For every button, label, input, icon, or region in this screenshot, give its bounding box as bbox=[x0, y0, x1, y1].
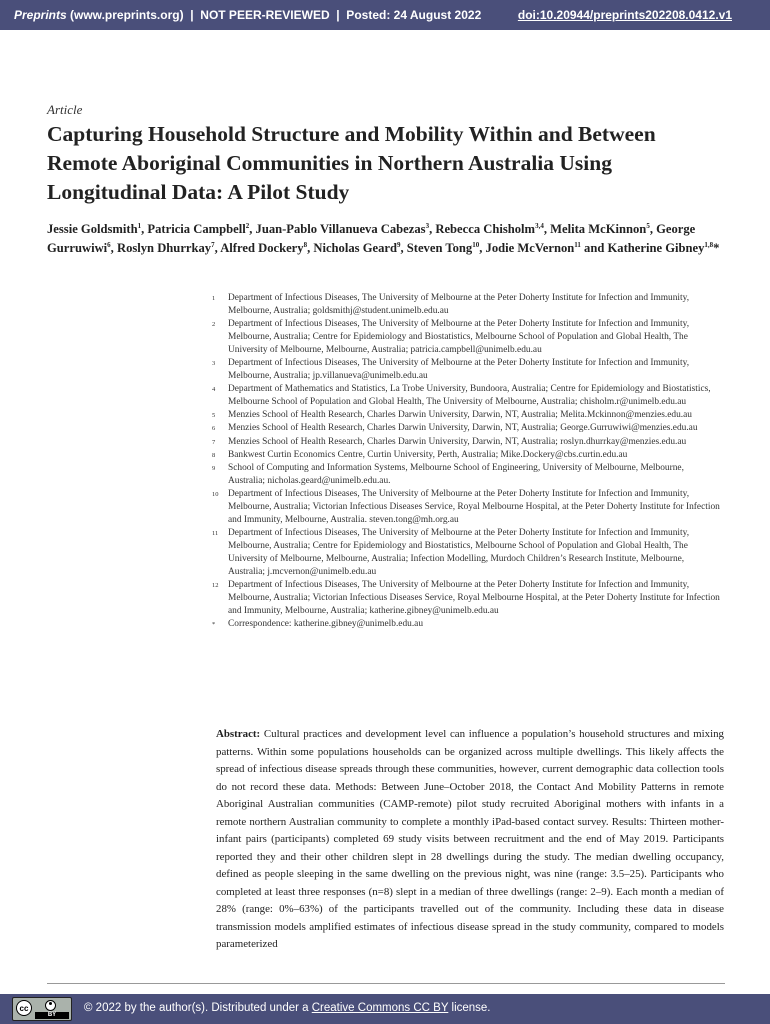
affiliation-text: Menzies School of Health Research, Charles Darwin University, Darwin, NT, Australia; George.Gurruwiwi@menzies.edu.au bbox=[228, 423, 698, 434]
author-affiliation-marker: 7 bbox=[211, 240, 215, 249]
affiliation-number: 12 bbox=[212, 582, 219, 590]
preprints-site: (www.preprints.org) bbox=[66, 8, 184, 22]
author-affiliation-marker: 3 bbox=[425, 221, 430, 230]
affiliation-text: Department of Mathematics and Statistics, La Trobe University, Bundoora, Australia; Centre for Epidemiology and Biostatistics, Melbourne School of Population and Global Health, The University of Melbourne, Australia; chisholm.r@unimelb.edu.au bbox=[228, 384, 711, 408]
affiliation-number: 9 bbox=[212, 464, 216, 472]
affiliation-text: School of Computing and Information Systems, Melbourne School of Engineering, University of Melbourne, Melbourne, Australia; nicholas.geard@unimelb.edu.au. bbox=[228, 462, 684, 486]
author-separator: , bbox=[249, 222, 256, 236]
creative-commons-link[interactable]: Creative Commons CC BY bbox=[311, 1002, 449, 1014]
author-name: Juan-Pablo Villanueva Cabezas bbox=[255, 222, 426, 236]
author-name: Alfred Dockery bbox=[220, 241, 304, 255]
affiliation-text: Menzies School of Health Research, Charles Darwin University, Darwin, NT, Australia; roslyn.dhurrkay@menzies.edu.au bbox=[228, 436, 687, 447]
affiliation-text: Bankwest Curtin Economics Centre, Curtin University, Perth, Australia; Mike.Dockery@cbs.curtin.edu.au bbox=[228, 449, 628, 460]
author-affiliation-marker: 3,4 bbox=[535, 221, 544, 230]
footer-divider bbox=[47, 983, 725, 984]
affiliation-number: 3 bbox=[212, 360, 216, 368]
affiliation-item bbox=[212, 409, 722, 422]
author-affiliation-marker: 10 bbox=[472, 240, 480, 249]
attribution-icon bbox=[45, 1000, 56, 1011]
preprints-brand: Preprints bbox=[14, 8, 67, 22]
doi-link[interactable]: doi:10.20944/preprints202208.0412.v1 bbox=[517, 8, 732, 22]
affiliation-number: 8 bbox=[212, 451, 216, 459]
author-affiliation-marker: 8 bbox=[303, 240, 308, 249]
author-separator: , bbox=[543, 222, 551, 236]
license-footer bbox=[0, 994, 770, 1024]
affiliation-item bbox=[212, 422, 722, 435]
affiliation-item bbox=[212, 618, 722, 631]
affiliation-item bbox=[212, 579, 722, 618]
affiliation-number: 7 bbox=[212, 438, 216, 446]
license-prefix: © 2022 by the author(s). Distributed under a bbox=[84, 1002, 312, 1014]
affiliation-number: 10 bbox=[212, 490, 219, 498]
affiliation-text: Department of Infectious Diseases, The University of Melbourne at the Peter Doherty Institute for Infection and Immunity, Melbourne, Australia; Centre for Epidemiology and Biostatistics, Melbourne School of Population and Global Health, The University of Melbourne, Melbourne, Australia; patricia.campbell@unimelb.edu.au bbox=[228, 319, 690, 356]
author-separator: , bbox=[649, 222, 657, 236]
license-suffix: license. bbox=[448, 1002, 491, 1014]
affiliation-item bbox=[212, 527, 722, 579]
affiliation-number: 5 bbox=[212, 412, 216, 420]
license-text bbox=[84, 1002, 491, 1014]
affiliation-text: Department of Infectious Diseases, The University of Melbourne at the Peter Doherty Institute for Infection and Immunity, Melbourne, Australia; Victorian Infectious Diseases Service, Royal Melbourne Hospital, at the Peter Doherty Institute for Infection and Immunity, Melbourne, Australia; katherine.gibney@unimelb.edu.au bbox=[228, 580, 720, 617]
author-name: Nicholas Geard bbox=[313, 241, 397, 255]
affiliation-text: Department of Infectious Diseases, The University of Melbourne at the Peter Doherty Institute for Infection and Immunity, Melbourne, Australia; Centre for Epidemiology and Biostatistics, Melbourne School of Population and Global Health, The University of Melbourne, Melbourne, Australia; Infection Modelling, Murdoch Children’s Research Institute, Melbourne, Australia; j.mcvernon@unimelb.edu.au bbox=[228, 527, 690, 577]
author-separator: , bbox=[400, 241, 407, 255]
affiliation-number: 4 bbox=[212, 386, 216, 394]
article-type-label: Article bbox=[47, 102, 83, 117]
affiliation-text: Department of Infectious Diseases, The University of Melbourne at the Peter Doherty Institute for Infection and Immunity, Melbourne, Australia; goldsmithj@student.unimelb.edu.au bbox=[228, 293, 690, 317]
author-affiliation-marker: 9 bbox=[396, 240, 401, 249]
author-affiliation-marker: 5 bbox=[646, 221, 650, 230]
author-affiliation-marker: 6 bbox=[107, 240, 111, 249]
peer-review-status: | NOT PEER-REVIEWED | Posted: 24 August 2022 bbox=[183, 8, 482, 22]
author-separator: , bbox=[214, 241, 221, 255]
affiliation-item bbox=[212, 292, 722, 318]
author-separator: , bbox=[479, 241, 486, 255]
cc-by-badge-icon[interactable] bbox=[12, 997, 72, 1021]
affiliation-number: 2 bbox=[212, 321, 216, 329]
author-affiliation-marker: 2 bbox=[245, 221, 250, 230]
author-name: Roslyn Dhurrkay bbox=[116, 241, 212, 255]
affiliation-item bbox=[212, 383, 722, 409]
author-name: George Gurruwiwi bbox=[47, 222, 696, 255]
abstract-label: Abstract: bbox=[216, 728, 261, 740]
paper-title: Capturing Household Structure and Mobility Within and Between Remote Aboriginal Communities in Northern Australia Using Longitudinal Data: A Pilot Study bbox=[47, 122, 656, 204]
author-separator: , bbox=[141, 222, 148, 236]
cc-icon: cc bbox=[16, 1000, 32, 1016]
affiliation-list bbox=[212, 292, 722, 631]
author-separator: * bbox=[713, 241, 720, 255]
affiliation-item bbox=[212, 318, 722, 357]
affiliation-text: Department of Infectious Diseases, The University of Melbourne at the Peter Doherty Institute for Infection and Immunity, Melbourne, Australia; Victorian Infectious Diseases Service, Royal Melbourne Hospital, at the Peter Doherty Institute for Infection and Immunity, Melbourne, Australia. steven.tong@mh.org.au bbox=[228, 488, 720, 525]
affiliation-text: Menzies School of Health Research, Charles Darwin University, Darwin, NT, Australia; Melita.Mckinnon@menzies.edu.au bbox=[228, 410, 692, 421]
author-affiliation-marker: 1 bbox=[137, 221, 142, 230]
affiliation-text: Correspondence: katherine.gibney@unimelb.edu.au bbox=[228, 619, 424, 630]
affiliation-item bbox=[212, 449, 722, 462]
author-affiliation-marker: 11 bbox=[574, 240, 581, 249]
author-separator: , bbox=[307, 241, 314, 255]
affiliation-text: Department of Infectious Diseases, The University of Melbourne at the Peter Doherty Institute for Infection and Immunity, Melbourne, Australia; jp.villanueva@unimelb.edu.au bbox=[228, 358, 690, 382]
author-separator: , bbox=[429, 222, 436, 236]
author-name: Steven Tong bbox=[406, 241, 473, 255]
affiliation-item bbox=[212, 462, 722, 488]
affiliation-item bbox=[212, 436, 722, 449]
abstract-text: Cultural practices and development level can influence a population’s household structures and mixing patterns. Within some populations households can be organized across multiple dwellings. This likely affects the spread of infectious disease spreads through these communities, however, current demographic data collection tools do not record these data. Methods: Between June–October 2018, the Contact And Mobility Patterns in remote Aboriginal Australian communities (CAMP-remote) pilot study recruited Aboriginal mothers with infants in a remote northern Australian community to complete a monthly iPad-based contact survey. Results: Thirteen mother-infant pairs (participants) completed 69 study visits between recruitment and the end of May 2019. Participants reported they and their other children slept in 28 dwellings during the study. The median dwelling occupancy, defined as people sleeping in the same dwelling on the previous night, was nine (range: 3.5–25). Participants who completed at least three responses (n=8) slept in a median of three dwellings (range: 2–9). Each month a median of 28% (range: 0%–63%) of the participants travelled out of the community. Including these data in disease transmission models amplified estimates of infectious disease spread in the study community, compared to models parameterized bbox=[216, 728, 724, 950]
author-name: Jodie McVernon bbox=[485, 241, 575, 255]
author-separator: , bbox=[110, 241, 117, 255]
author-name: Melita McKinnon bbox=[550, 222, 647, 236]
author-name: Rebecca Chisholm bbox=[435, 222, 536, 236]
author-name: Jessie Goldsmith bbox=[47, 222, 138, 236]
author-name: Katherine Gibney bbox=[607, 241, 705, 255]
affiliation-number: 1 bbox=[212, 295, 216, 302]
by-label: BY bbox=[35, 1012, 69, 1019]
preprint-header-bar bbox=[0, 0, 770, 30]
affiliation-number: 11 bbox=[212, 529, 219, 537]
affiliation-number: * bbox=[212, 621, 216, 629]
author-separator: and bbox=[580, 241, 608, 255]
author-affiliation-marker: 1,8 bbox=[704, 240, 714, 249]
affiliation-number: 6 bbox=[212, 425, 216, 433]
author-list bbox=[47, 220, 727, 258]
abstract bbox=[216, 726, 724, 954]
preprint-status bbox=[14, 8, 481, 22]
author-name: Patricia Campbell bbox=[147, 222, 246, 236]
affiliation-item bbox=[212, 357, 722, 383]
affiliation-item bbox=[212, 488, 722, 527]
